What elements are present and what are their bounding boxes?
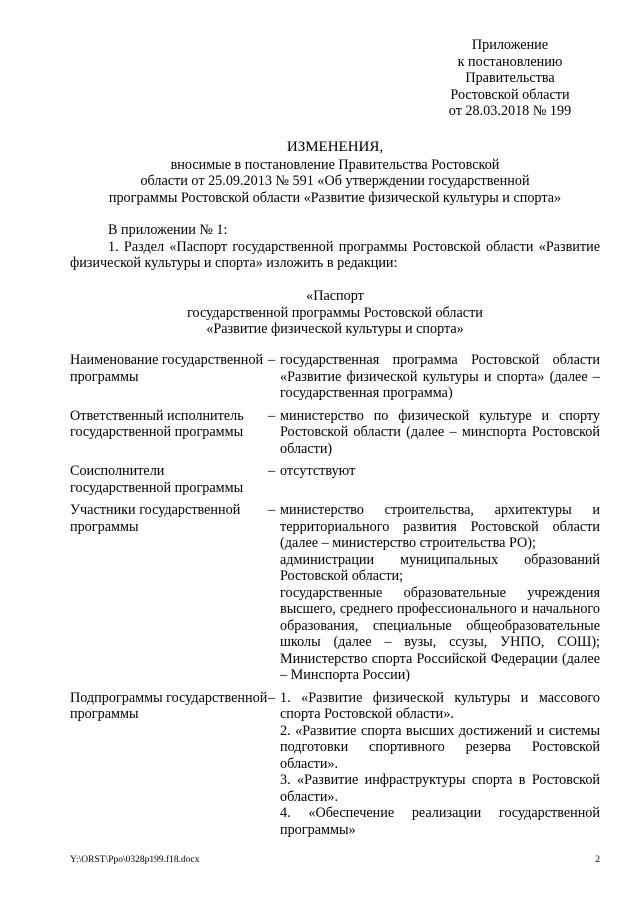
table-row <box>70 502 600 684</box>
title-subline: вносимые в постановление Правительства Ростовской <box>170 156 500 173</box>
passport-heading-line: государственной программы Ростовской области <box>187 304 483 321</box>
row-value-line: 2. «Развитие спорта высших достижений и системы подготовки спортивного резерва Ростовской области». <box>280 722 600 772</box>
row-value <box>280 690 600 839</box>
approval-line: от 28.03.2018 № 199 <box>448 103 572 119</box>
page-number: 2 <box>595 855 600 865</box>
title-main: ИЗМЕНЕНИЯ, <box>286 139 384 155</box>
table-row <box>70 690 600 839</box>
row-value-line: государственная программа Ростовской области «Развитие физической культуры и спорта» (далее – государственная программа) <box>280 352 600 401</box>
row-value-line: 1. «Развитие физической культуры и массового спорта Ростовской области». <box>280 689 600 722</box>
table-row <box>70 352 600 402</box>
row-value-line: 3. «Развитие инфраструктуры спорта в Ростовской области». <box>280 772 600 805</box>
row-value <box>280 463 600 496</box>
approval-line: Ростовской области <box>450 86 570 103</box>
title-subline: области от 25.09.2013 № 591 «Об утверждении государственной <box>140 173 530 189</box>
intro-line: В приложении № 1: <box>108 222 228 238</box>
intro-paragraphs <box>70 222 600 272</box>
row-value-line: государственные образовательные учреждения высшего, среднего профессионального и начального образования, специальные общеобразовательные школы (далее – вузы, ссузы, УНПО, СОШ); Министерство спорта Российской Федерации (далее – Минспорта России) <box>280 584 600 683</box>
row-name: Ответственный исполнитель государственной программы <box>70 407 244 440</box>
approval-stamp <box>425 37 595 120</box>
passport-heading-line: «Развитие физической культуры и спорта» <box>206 321 464 337</box>
row-dash: – <box>268 407 276 424</box>
row-name: Подпрограммы государственной программы <box>70 689 268 722</box>
row-dash: – <box>268 352 276 368</box>
approval-line: Правительства <box>465 70 555 86</box>
row-value <box>280 408 600 458</box>
row-name: Соисполнители государственной программы <box>70 463 244 496</box>
row-dash: – <box>268 463 276 479</box>
row-value-line: 4. «Обеспечение реализации государственной программы» <box>280 805 600 838</box>
row-value-line: министерство по физической культуре и спорту Ростовской области (далее – минспорта Ростовской области) <box>280 407 600 457</box>
row-value-line: министерство строительства, архитектуры и территориального развития Ростовской области (далее – министерство строительства РО); <box>280 502 600 551</box>
approval-line: к постановлению <box>457 53 563 70</box>
row-value <box>280 502 600 684</box>
document-title <box>70 139 600 206</box>
row-dash: – <box>268 689 276 706</box>
table-row <box>70 463 600 496</box>
passport-heading-line: «Паспорт <box>306 288 364 304</box>
row-value <box>280 352 600 402</box>
row-name: Участники государственной программы <box>70 502 241 535</box>
table-row <box>70 408 600 458</box>
passport-table <box>70 352 600 844</box>
title-subline: программы Ростовской области «Развитие физической культуры и спорта» <box>108 189 562 206</box>
row-dash: – <box>268 502 276 518</box>
row-value-line: администрации муниципальных образований Ростовской области; <box>280 551 600 584</box>
row-name: Наименование государственной программы <box>70 352 264 385</box>
file-path: Y:\ORST\Ppo\0328p199.f18.docx <box>70 855 200 865</box>
passport-heading <box>70 288 600 338</box>
intro-line: 1. Раздел «Паспорт государственной программы Ростовской области «Развитие физической культуры и спорта» изложить в редакции: <box>70 238 600 271</box>
page-footer <box>70 855 600 865</box>
row-value-line: отсутствуют <box>280 463 356 479</box>
approval-line: Приложение <box>471 37 549 53</box>
